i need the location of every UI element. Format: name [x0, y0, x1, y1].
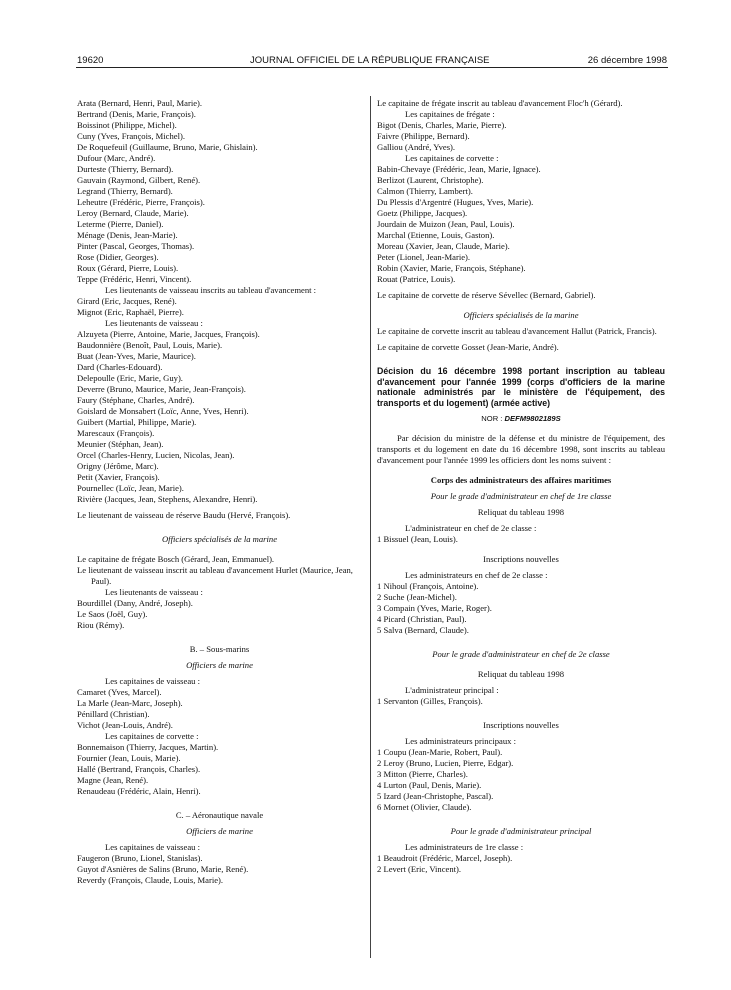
list-entry: Galliou (André, Yves). [377, 142, 456, 152]
list-entry: Berlizot (Laurent, Christophe). [377, 175, 484, 185]
name-list [77, 329, 362, 505]
list-entry: 4 Lurton (Paul, Denis, Marie). [377, 780, 482, 790]
list-entry: Peter (Lionel, Jean-Marie). [377, 252, 471, 262]
list-entry: Calmon (Thierry, Lambert). [377, 186, 473, 196]
list-entry: Ménage (Denis, Jean-Marie). [77, 230, 178, 240]
reliquat-heading: Reliquat du tableau 1998 [477, 507, 565, 517]
section-heading: Officiers spécialisés de la marine [161, 534, 278, 544]
list-entry: Camaret (Yves, Marcel). [77, 687, 162, 697]
left-column [77, 98, 362, 886]
name-list [77, 296, 362, 318]
page-number: 19620 [77, 55, 104, 66]
name-list [77, 98, 362, 285]
grade-heading: Pour le grade d'administrateur en chef de 2e classe [432, 649, 610, 659]
list-entry: Faivre (Philippe, Bernard). [377, 131, 470, 141]
nor-value: DEFM9802189S [504, 414, 561, 423]
list-entry: Mignot (Eric, Raphaël, Pierre). [77, 307, 184, 317]
list-entry: Delepoulle (Eric, Marie, Guy). [77, 373, 183, 383]
list-entry: Vichot (Jean-Louis, André). [77, 720, 173, 730]
list-entry: Teppe (Frédéric, Henri, Vincent). [77, 274, 192, 284]
ranked-list [377, 853, 665, 875]
list-entry: 3 Mitton (Pierre, Charles). [377, 769, 468, 779]
journal-title: JOURNAL OFFICIEL DE LA RÉPUBLIQUE FRANÇAISE [250, 55, 490, 66]
subheading: Les administrateurs de 1re classe : [405, 842, 524, 852]
entry: Le capitaine de corvette inscrit au tableau d'avancement Hallut (Patrick, Francis). [377, 326, 657, 336]
list-entry: Rivière (Jacques, Jean, Stephens, Alexandre, Henri). [77, 494, 258, 504]
grade-heading: Pour le grade d'administrateur principal [450, 826, 592, 836]
list-entry: Orcel (Charles-Henry, Lucien, Nicolas, Jean). [77, 450, 235, 460]
list-entry: 1 Servanton (Gilles, François). [377, 696, 483, 706]
list-entry: Boissinot (Philippe, Michel). [77, 120, 177, 130]
list-entry: Deverre (Bruno, Maurice, Marie, Jean-François). [77, 384, 246, 394]
list-entry: Magne (Jean, René). [77, 775, 149, 785]
nor-label: NOR : [481, 414, 503, 423]
list-entry: Bigot (Denis, Charles, Marie, Pierre). [377, 120, 507, 130]
list-entry: Cuny (Yves, François, Michel). [77, 131, 185, 141]
subheading: Les administrateurs en chef de 2e classe : [405, 570, 548, 580]
list-entry: Leroy (Bernard, Claude, Marie). [77, 208, 189, 218]
list-entry: Arata (Bernard, Henri, Paul, Marie). [77, 98, 203, 108]
list-entry: Du Plessis d'Argentré (Hugues, Yves, Marie). [377, 197, 534, 207]
list-entry: Marescaux (François). [77, 428, 155, 438]
reserve-entry: Le capitaine de corvette de réserve Sévellec (Bernard, Gabriel). [377, 290, 596, 300]
list-entry: 1 Nihoul (François, Antoine). [377, 581, 479, 591]
list-entry: Riou (Rémy). [77, 620, 125, 630]
inscriptions-heading: Inscriptions nouvelles [483, 720, 559, 730]
entry: Le lieutenant de vaisseau inscrit au tableau d'avancement Hurlet (Maurice, Jean, Paul). [77, 565, 353, 586]
list-entry: Girard (Eric, Jacques, René). [77, 296, 177, 306]
list-entry: Rouat (Patrice, Louis). [377, 274, 456, 284]
entry: Le capitaine de corvette Gosset (Jean-Marie, André). [377, 342, 559, 352]
section-heading: B. – Sous-marins [189, 644, 250, 654]
list-entry: Robin (Xavier, Marie, François, Stéphane). [377, 263, 526, 273]
list-entry: 3 Compain (Yves, Marie, Roger). [377, 603, 492, 613]
list-entry: Bonnemaison (Thierry, Jacques, Martin). [77, 742, 219, 752]
list-entry: Meunier (Stéphan, Jean). [77, 439, 164, 449]
list-entry: Bourdillel (Dany, André, Joseph). [77, 598, 193, 608]
grade-heading: Pour le grade d'administrateur en chef de 1re classe [430, 491, 612, 501]
subheading: Les capitaines de vaisseau : [105, 676, 200, 686]
name-list [377, 164, 665, 285]
list-entry: Renaudeau (Frédéric, Alain, Henri). [77, 786, 201, 796]
list-entry: Moreau (Xavier, Jean, Claude, Marie). [377, 241, 510, 251]
list-entry: De Roquefeuil (Guillaume, Bruno, Marie, Ghislain). [77, 142, 258, 152]
subheading: Les capitaines de frégate : [405, 109, 495, 119]
list-entry: 1 Coupu (Jean-Marie, Robert, Paul). [377, 747, 503, 757]
list-entry: 6 Mornet (Olivier, Claude). [377, 802, 472, 812]
decision-title: Décision du 16 décembre 1998 portant inscription au tableau d'avancement pour l'année 1999 (corps d'officiers de la marine nationale administrés par le ministère de l'équipement, des transports et du logement) (armée active) [377, 366, 665, 408]
list-entry: Bertrand (Denis, Marie, François). [77, 109, 196, 119]
list-entry: Gauvain (Raymond, Gilbert, René). [77, 175, 201, 185]
inscriptions-heading: Inscriptions nouvelles [483, 554, 559, 564]
ranked-list [377, 581, 665, 636]
subheading: Les lieutenants de vaisseau inscrits au tableau d'avancement : [105, 285, 317, 295]
list-entry: Guibert (Martial, Philippe, Marie). [77, 417, 197, 427]
list-entry: 2 Leroy (Bruno, Lucien, Pierre, Edgar). [377, 758, 514, 768]
list-entry: 1 Bissuel (Jean, Louis). [377, 534, 458, 544]
ranked-list [377, 696, 665, 707]
section-heading: Officiers de marine [186, 660, 253, 670]
list-entry: Legrand (Thierry, Bernard). [77, 186, 173, 196]
list-entry: 1 Beaudroit (Frédéric, Marcel, Joseph). [377, 853, 513, 863]
ranked-list [377, 534, 665, 545]
corps-title: Corps des administrateurs des affaires maritimes [430, 475, 612, 485]
list-entry: Baudonnière (Benoît, Paul, Louis, Marie). [77, 340, 223, 350]
ranked-list [377, 747, 665, 813]
reserve-entry: Le lieutenant de vaisseau de réserve Baudu (Hervé, François). [77, 510, 291, 520]
list-entry: 2 Suche (Jean-Michel). [377, 592, 457, 602]
list-entry: Dufour (Marc, André). [77, 153, 156, 163]
entry: Le capitaine de frégate Bosch (Gérard, Jean, Emmanuel). [77, 554, 275, 564]
list-entry: Le Saos (Joël, Guy). [77, 609, 148, 619]
nor-reference [377, 413, 665, 424]
right-column [377, 98, 665, 875]
subheading: Les capitaines de corvette : [405, 153, 499, 163]
list-entry: Goislard de Monsabert (Loïc, Anne, Yves, Henri). [77, 406, 249, 416]
list-entry: Dard (Charles-Edouard). [77, 362, 163, 372]
list-entry: Guyot d'Asnières de Salins (Bruno, Marie, René). [77, 864, 249, 874]
subheading: Les lieutenants de vaisseau : [105, 318, 203, 328]
list-entry: Leterme (Pierre, Daniel). [77, 219, 164, 229]
subheading: L'administrateur principal : [405, 685, 499, 695]
header-rule [76, 67, 668, 68]
name-list [77, 598, 362, 631]
list-entry: Alzuyeta (Pierre, Antoine, Marie, Jacques, François). [77, 329, 260, 339]
list-entry: Origny (Jérôme, Marc). [77, 461, 159, 471]
name-list [77, 742, 362, 797]
column-divider [370, 96, 371, 958]
list-entry: Rose (Didier, Georges). [77, 252, 159, 262]
list-entry: Roux (Gérard, Pierre, Louis). [77, 263, 179, 273]
list-entry: Buat (Jean-Yves, Marie, Maurice). [77, 351, 196, 361]
list-entry: Reverdy (François, Claude, Louis, Marie). [77, 875, 224, 885]
list-entry: Durteste (Thierry, Bernard). [77, 164, 174, 174]
intro-paragraph: Par décision du ministre de la défense et du ministre de l'équipement, des transports et du logement en date du 16 décembre 1998, sont inscrits au tableau d'avancement pour l'année 1999 les officiers dont les noms suivent : [377, 433, 665, 465]
list-entry: Pournellec (Loïc, Jean, Marie). [77, 483, 184, 493]
reliquat-heading: Reliquat du tableau 1998 [477, 669, 565, 679]
issue-date: 26 décembre 1998 [587, 55, 667, 66]
list-entry: Leheutre (Frédéric, Pierre, François). [77, 197, 205, 207]
subheading: Les capitaines de corvette : [105, 731, 199, 741]
list-entry: La Marle (Jean-Marc, Joseph). [77, 698, 183, 708]
list-entry: Pinter (Pascal, Georges, Thomas). [77, 241, 195, 251]
list-entry: Babin-Chevaye (Frédéric, Jean, Marie, Ignace). [377, 164, 541, 174]
list-entry: Hallé (Bertrand, François, Charles). [77, 764, 201, 774]
section-heading: C. – Aéronautique navale [175, 810, 264, 820]
list-entry: Petit (Xavier, François). [77, 472, 160, 482]
list-entry: Faury (Stéphane, Charles, André). [77, 395, 195, 405]
list-entry: Jourdain de Muizon (Jean, Paul, Louis). [377, 219, 515, 229]
subheading: Les capitaines de vaisseau : [105, 842, 200, 852]
name-list [77, 853, 362, 886]
subheading: L'administrateur en chef de 2e classe : [405, 523, 537, 533]
list-entry: Marchal (Etienne, Louis, Gaston). [377, 230, 495, 240]
list-entry: Pénillard (Christian). [77, 709, 150, 719]
list-entry: Fournier (Jean, Louis, Marie). [77, 753, 181, 763]
section-heading: Officiers spécialisés de la marine [463, 310, 579, 320]
list-entry: 2 Levert (Eric, Vincent). [377, 864, 462, 874]
subheading: Les administrateurs principaux : [405, 736, 516, 746]
subheading: Les lieutenants de vaisseau : [105, 587, 203, 597]
list-entry: Faugeron (Bruno, Lionel, Stanislas). [77, 853, 203, 863]
list-entry: 5 Salva (Bernard, Claude). [377, 625, 469, 635]
list-entry: Goetz (Philippe, Jacques). [377, 208, 468, 218]
name-list [77, 687, 362, 731]
list-entry: 4 Picard (Christian, Paul). [377, 614, 467, 624]
name-list [377, 120, 665, 153]
entry: Le capitaine de frégate inscrit au tableau d'avancement Floc'h (Gérard). [377, 98, 623, 108]
list-entry: 5 Izard (Jean-Christophe, Pascal). [377, 791, 494, 801]
section-heading: Officiers de marine [186, 826, 253, 836]
